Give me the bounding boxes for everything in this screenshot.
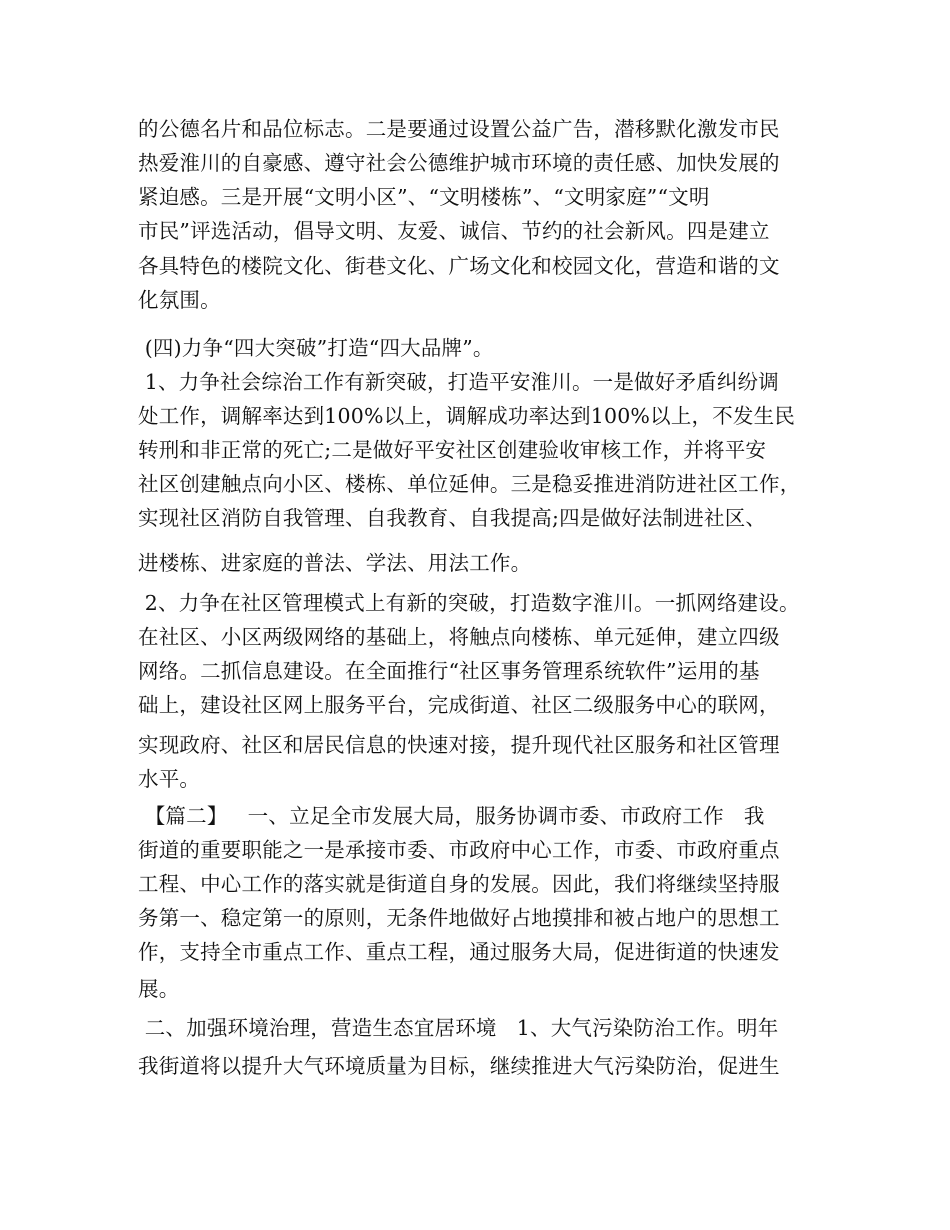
- text-line: 处工作，调解率达到100%以上，调解成功率达到100%以上，不发生民: [138, 404, 796, 428]
- text-line: 2、力争在社区管理模式上有新的突破，打造数字淮川。一抓网络建设。: [138, 591, 800, 615]
- section-heading: 【篇二】 一、立足全市发展大局，服务协调市委、市政府工作 我: [138, 804, 765, 828]
- text-line: 水平。: [138, 767, 201, 791]
- text-line: 紧迫感。三是开展“文明小区”、“文明楼栋”、“文明家庭”“文明: [138, 185, 710, 209]
- text-line: 市民”评选活动，倡导文明、友爱、诚信、节约的社会新风。四是建立: [138, 219, 770, 243]
- text-line: 实现社区消防自我管理、自我教育、自我提高;四是做好法制进社区、: [138, 506, 767, 530]
- section-heading: (四)力争“四大突破”打造“四大品牌”。: [138, 336, 494, 360]
- text-line: 化氛围。: [138, 288, 221, 312]
- text-line: 1、力争社会综治工作有新突破，打造平安淮川。一是做好矛盾纠纷调: [138, 370, 779, 394]
- text-line: 础上，建设社区网上服务平台，完成街道、社区二级服务中心的联网，: [138, 693, 780, 717]
- text-line: 进楼栋、进家庭的普法、学法、用法工作。: [138, 551, 532, 575]
- text-line: 我街道将以提升大气环境质量为目标，继续推进大气污染防治，促进生: [138, 1054, 780, 1078]
- text-line: 实现政府、社区和居民信息的快速对接，提升现代社区服务和社区管理: [138, 733, 780, 757]
- text-line: 工程、中心工作的落实就是街道自身的发展。因此，我们将继续坚持服: [138, 872, 780, 896]
- text-line: 社区创建触点向小区、楼栋、单位延伸。三是稳妥推进消防进社区工作，: [138, 472, 801, 496]
- text-line: 的公德名片和品位标志。二是要通过设置公益广告，潜移默化激发市民: [138, 117, 780, 141]
- section-heading: 二、加强环境治理，营造生态宜居环境 1、大气污染防治工作。明年: [138, 1016, 779, 1040]
- text-line: 网络。二抓信息建设。在全面推行“社区事务管理系统软件”运用的基: [138, 659, 760, 683]
- text-line: 各具特色的楼院文化、街巷文化、广场文化和校园文化，营造和谐的文: [138, 254, 780, 278]
- text-line: 转刑和非正常的死亡;二是做好平安社区创建验收审核工作，并将平安: [138, 438, 767, 462]
- text-line: 务第一、稳定第一的原则，无条件地做好占地摸排和被占地户的思想工: [138, 906, 780, 930]
- text-line: 作，支持全市重点工作、重点工程，通过服务大局，促进街道的快速发: [138, 940, 780, 964]
- text-line: 在社区、小区两级网络的基础上，将触点向楼栋、单元延伸，建立四级: [138, 625, 780, 649]
- text-line: 热爱淮川的自豪感、遵守社会公德维护城市环境的责任感、加快发展的: [138, 151, 780, 175]
- text-line: 街道的重要职能之一是承接市委、市政府中心工作，市委、市政府重点: [138, 838, 780, 862]
- text-line: 展。: [138, 977, 180, 1001]
